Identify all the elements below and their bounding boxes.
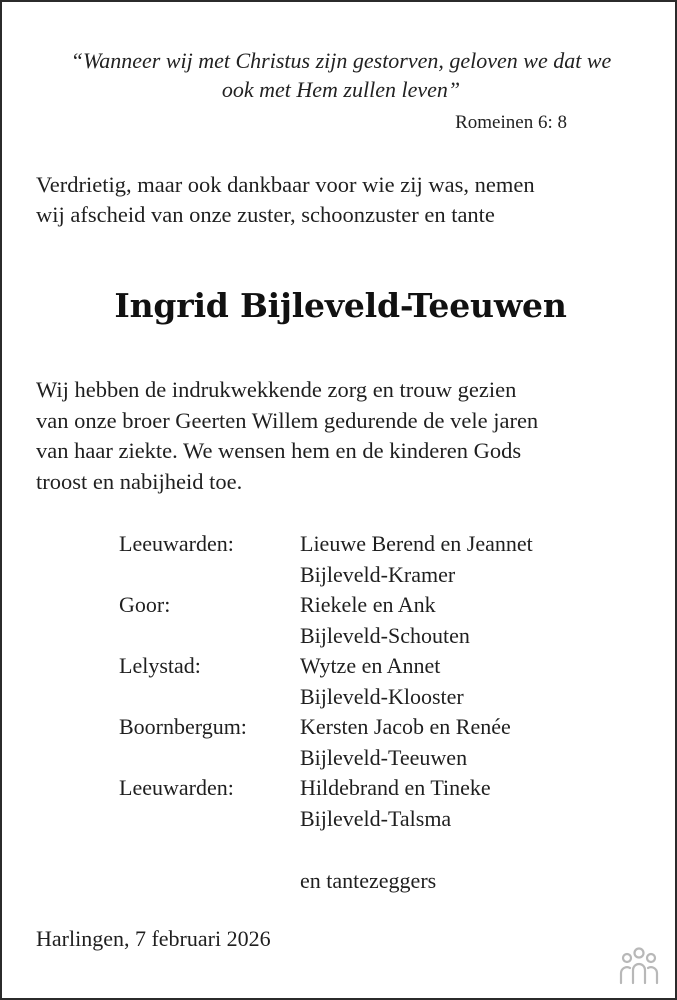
family-given-names: Riekele en Ank	[300, 592, 436, 617]
family-place: Lelystad:	[119, 653, 201, 678]
quote-line: ook met Hem zullen leven”	[221, 77, 461, 102]
family-names	[300, 712, 639, 773]
family-given-names: Hildebrand en Tineke	[300, 775, 491, 800]
family-surname: Bijleveld-Klooster	[300, 683, 464, 709]
family-list	[119, 529, 639, 834]
family-entry	[119, 529, 639, 590]
family-given-names: Lieuwe Berend en Jeannet	[300, 531, 533, 556]
people-group-icon	[615, 946, 663, 986]
family-place: Boornbergum:	[119, 714, 247, 739]
family-surname: Bijleveld-Teeuwen	[300, 744, 468, 770]
bible-quote	[42, 46, 640, 104]
family-entry	[119, 651, 639, 712]
intro-line: Verdrietig, maar ook dankbaar voor wie zij was, nemen	[36, 172, 535, 197]
place-and-date: Harlingen, 7 februari 2026	[36, 926, 271, 951]
family-entry	[119, 712, 639, 773]
bible-reference: Romeinen 6: 8	[455, 112, 567, 133]
message-text	[36, 375, 656, 497]
family-entry	[119, 773, 639, 834]
family-names	[300, 590, 639, 651]
deceased-name: Ingrid Bijleveld-Teeuwen	[114, 286, 567, 325]
family-entry	[119, 590, 639, 651]
family-surname: Bijleveld-Schouten	[300, 622, 470, 648]
family-place: Leeuwarden:	[119, 531, 234, 556]
family-names	[300, 773, 639, 834]
family-place: Goor:	[119, 592, 171, 617]
family-surname: Bijleveld-Talsma	[300, 805, 452, 831]
family-given-names: Wytze en Annet	[300, 653, 441, 678]
message-line: van haar ziekte. We wensen hem en de kinderen Gods	[36, 438, 522, 463]
family-names	[300, 529, 639, 590]
message-line: Wij hebben de indrukwekkende zorg en trouw gezien	[36, 377, 517, 402]
family-place: Leeuwarden:	[119, 775, 234, 800]
intro-line: wij afscheid van onze zuster, schoonzuster en tante	[36, 202, 495, 227]
family-surname: Bijleveld-Kramer	[300, 561, 456, 587]
intro-text	[36, 170, 656, 230]
message-line: van onze broer Geerten Willem gedurende de vele jaren	[36, 407, 539, 433]
message-line: troost en nabijheid toe.	[36, 468, 243, 494]
family-names	[300, 651, 639, 712]
quote-line: “Wanneer wij met Christus zijn gestorven, geloven we dat we	[70, 48, 612, 73]
other-relatives: en tantezeggers	[300, 868, 437, 893]
family-given-names: Kersten Jacob en Renée	[300, 714, 511, 739]
